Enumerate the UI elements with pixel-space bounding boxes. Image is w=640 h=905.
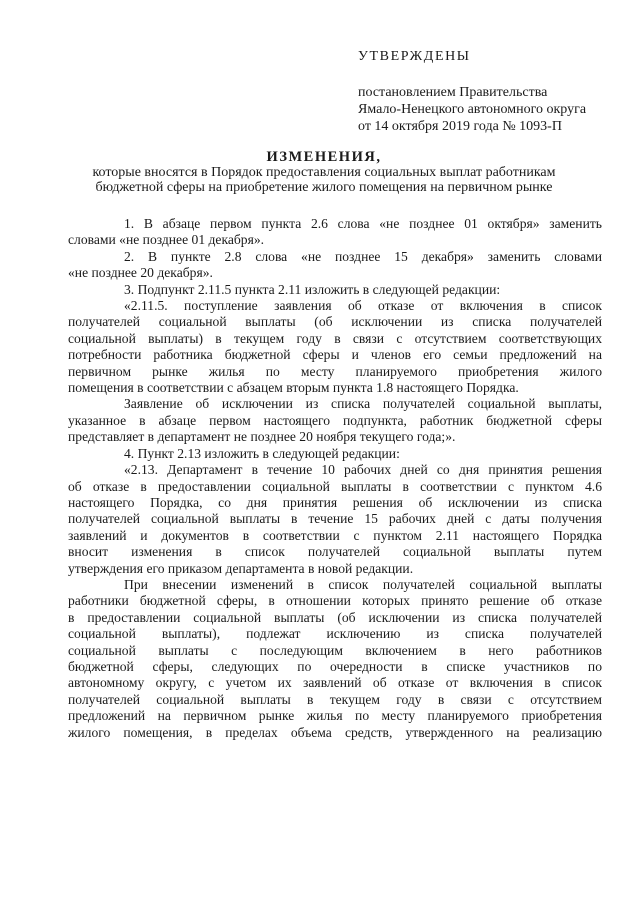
text-line: социальной выплаты с последующим включением в него работников	[68, 642, 602, 658]
paragraph-4	[68, 298, 602, 396]
approval-block	[358, 48, 628, 135]
paragraph-2	[68, 248, 602, 282]
text-line: социальной выплаты) в текущем году в связи с отсутствием соответствующих	[68, 330, 602, 346]
text-line: в предоставлении социальной выплаты (об исключении из списка получателей	[68, 609, 602, 625]
text-line: получателей социальной выплаты (об исключении из списка получателей	[68, 314, 602, 330]
document-subtitle-line: бюджетной сферы на приобретение жилого помещения на первичном рынке	[95, 180, 553, 195]
paragraph-5	[68, 396, 602, 445]
paragraph-7	[68, 462, 602, 577]
approval-line: Ямало-Ненецкого автономного округа	[358, 102, 587, 117]
text-line: социальной выплаты), подлежат исключению из списка получателей	[68, 626, 602, 642]
text-line: «не позднее 20 декабря».	[68, 265, 213, 281]
text-line: об отказе в предоставлении социальной выплаты в соответствии с пунктом 4.6	[68, 478, 602, 494]
text-line: утверждения его приказом департамента в новой редакции.	[68, 560, 414, 576]
text-line: 3. Подпункт 2.11.5 пункта 2.11 изложить в следующей редакции:	[124, 281, 501, 297]
text-line: При внесении изменений в список получателей социальной выплаты	[124, 576, 602, 592]
text-line: «2.13. Департамент в течение 10 рабочих дней со дня принятия решения	[124, 462, 602, 478]
text-line: работники бюджетной сферы, в отношении которых принято решение об отказе	[68, 593, 602, 609]
text-line: предложений на первичном рынке жилья по месту планируемого приобретения	[68, 708, 602, 724]
text-line: Заявление об исключении из списка получателей социальной выплаты,	[124, 396, 602, 412]
approval-title: УТВЕРЖДЕНЫ	[358, 49, 471, 64]
text-line: словами «не позднее 01 декабря».	[68, 232, 265, 248]
paragraph-1	[68, 216, 602, 249]
text-line: указанное в абзаце первом настоящего подпункта, работник бюджетной сферы	[68, 412, 602, 428]
text-line: 1. В абзаце первом пункта 2.6 слова «не позднее 01 октября» заменить	[124, 216, 602, 231]
text-line: жилого помещения, в пределах объема средств, утвержденного на реализацию	[68, 724, 602, 740]
approval-line: от 14 октября 2019 года № 1093-П	[358, 119, 562, 134]
paragraph-8	[68, 576, 602, 741]
paragraph-6	[96, 446, 602, 462]
text-line: бюджетной сферы, следующих по очередности в списке участников по	[68, 658, 602, 674]
text-line: получателей социальной выплаты в течение 15 рабочих дней с даты получения	[68, 511, 602, 527]
text-line: 4. Пункт 2.13 изложить в следующей редакции:	[124, 445, 400, 461]
approval-line: постановлением Правительства	[358, 85, 548, 100]
text-line: первичном рынке жилья по месту планируемого приобретения жилого	[68, 363, 602, 379]
document-title: ИЗМЕНЕНИЯ,	[266, 149, 382, 165]
text-line: настоящего Порядка, со дня принятия решения об исключении из списка	[68, 494, 602, 510]
text-line: потребности работника бюджетной сферы и членов его семьи предложений на	[68, 347, 602, 363]
text-line: помещения в соответствии с абзацем вторым пункта 1.8 настоящего Порядка.	[68, 380, 519, 396]
text-line: «2.11.5. поступление заявления об отказе от включения в список	[124, 298, 602, 314]
text-line: заявлений и документов в соответствии с пунктом 2.11 настоящего Порядка	[68, 527, 602, 543]
text-line: автономному округу, с учетом их заявлений об отказе от включения в список	[68, 675, 602, 691]
document-heading	[40, 150, 608, 195]
document-body	[68, 216, 602, 741]
document-subtitle-line: которые вносятся в Порядок предоставления социальных выплат работникам	[92, 165, 556, 180]
text-line: вносит изменения в список получателей социальной выплаты путем	[68, 544, 602, 560]
text-line: получателей социальной выплаты в текущем году в связи с отсутствием	[68, 691, 602, 707]
paragraph-3	[96, 282, 602, 298]
text-line: представляет в департамент не позднее 20 ноября текущего года;».	[68, 429, 456, 445]
text-line: 2. В пункте 2.8 слова «не позднее 15 декабря» заменить словами	[124, 248, 602, 264]
